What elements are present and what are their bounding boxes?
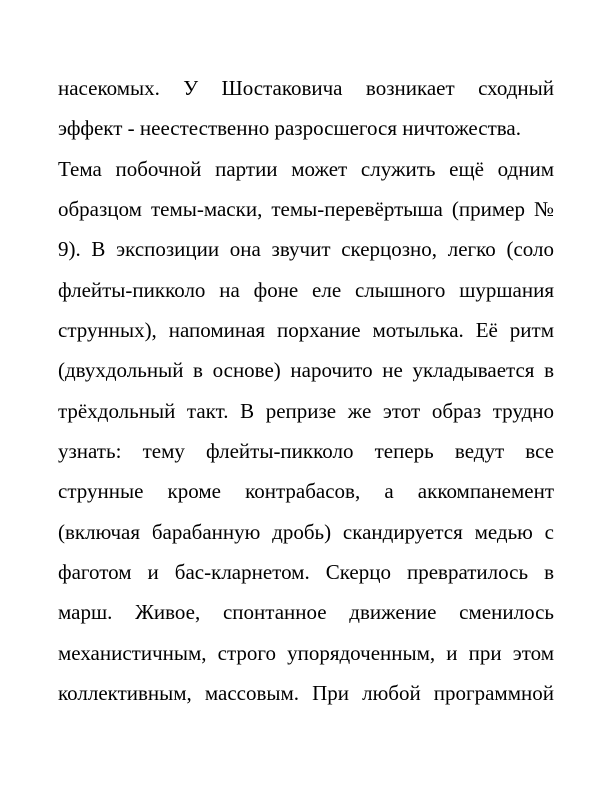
text-line-13: фаготом и бас-кларнетом. Скерцо превратилось в	[58, 560, 554, 584]
text-line-10: узнать: тему флейты-пикколо теперь ведут все	[58, 439, 554, 463]
text-line-2: эффект - неестественно разросшегося ничтожества.	[58, 116, 521, 140]
text-line-14: марш. Живое, спонтанное движение сменилось	[58, 600, 554, 624]
text-line-5: 9). В экспозиции она звучит скерцозно, легко (соло	[58, 237, 554, 261]
text-line-15: механистичным, строго упорядоченным, и при этом	[58, 641, 554, 665]
text-line-11: струнные кроме контрабасов, а аккомпанемент	[58, 479, 554, 503]
text-line-1: насекомых. У Шостаковича возникает сходный	[58, 76, 554, 100]
text-line-12: (включая барабанную дробь) скандируется медью с	[58, 520, 554, 544]
text-line-7: струнных), напоминая порхание мотылька. Её ритм	[58, 318, 554, 342]
text-line-3: Тема побочной партии может служить ещё одним	[58, 157, 554, 181]
text-line-8: (двухдольный в основе) нарочито не укладывается в	[58, 358, 554, 382]
text-line-4: образцом темы-маски, темы-перевёртыша (пример №	[58, 197, 554, 221]
text-line-6: флейты-пикколо на фоне еле слышного шуршания	[58, 278, 554, 302]
text-line-16: коллективным, массовым. При любой программной	[58, 681, 554, 705]
text-line-9: трёхдольный такт. В репризе же этот образ трудно	[58, 399, 554, 423]
